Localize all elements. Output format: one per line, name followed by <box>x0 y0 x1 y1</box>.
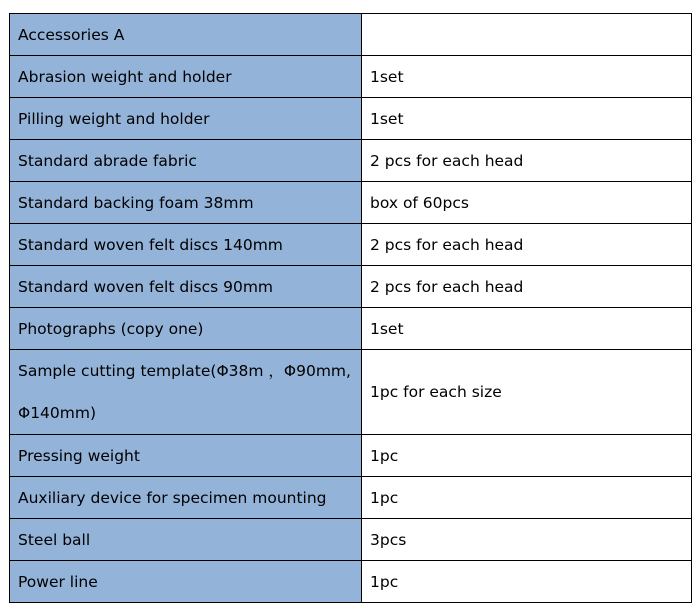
table-row <box>10 224 692 266</box>
item-quantity-cell: 1set <box>362 308 692 350</box>
item-name-cell: Standard backing foam 38mm <box>10 182 362 224</box>
table-row <box>10 561 692 603</box>
table-row <box>10 477 692 519</box>
item-name-cell: Standard abrade fabric <box>10 140 362 182</box>
item-quantity-cell: box of 60pcs <box>362 182 692 224</box>
table-row <box>10 14 692 56</box>
item-quantity-cell: 1pc <box>362 435 692 477</box>
table-row <box>10 519 692 561</box>
item-quantity-cell: 1pc for each size <box>362 350 692 435</box>
item-name-cell: Abrasion weight and holder <box>10 56 362 98</box>
item-name-cell: Standard woven felt discs 140mm <box>10 224 362 266</box>
item-name-cell: Sample cutting template(Φ38m ，Φ90mm, Φ140mm) <box>10 350 362 435</box>
table-row <box>10 266 692 308</box>
table-row <box>10 350 692 435</box>
item-name-cell: Auxiliary device for specimen mounting <box>10 477 362 519</box>
item-quantity-cell: 2 pcs for each head <box>362 266 692 308</box>
table-row <box>10 308 692 350</box>
table-row <box>10 98 692 140</box>
accessories-table <box>9 13 692 603</box>
item-name-cell: Accessories A <box>10 14 362 56</box>
item-name-cell: Steel ball <box>10 519 362 561</box>
item-name-cell: Pressing weight <box>10 435 362 477</box>
item-quantity-cell: 1set <box>362 56 692 98</box>
item-quantity-cell: 1set <box>362 98 692 140</box>
item-quantity-cell: 2 pcs for each head <box>362 140 692 182</box>
item-quantity-cell: 2 pcs for each head <box>362 224 692 266</box>
item-name-cell: Pilling weight and holder <box>10 98 362 140</box>
item-name-cell: Photographs (copy one) <box>10 308 362 350</box>
table-row <box>10 56 692 98</box>
item-quantity-cell: 3pcs <box>362 519 692 561</box>
item-quantity-cell <box>362 14 692 56</box>
item-quantity-cell: 1pc <box>362 561 692 603</box>
table-row <box>10 140 692 182</box>
item-quantity-cell: 1pc <box>362 477 692 519</box>
item-name-cell: Power line <box>10 561 362 603</box>
table-row <box>10 182 692 224</box>
table-row <box>10 435 692 477</box>
item-name-cell: Standard woven felt discs 90mm <box>10 266 362 308</box>
